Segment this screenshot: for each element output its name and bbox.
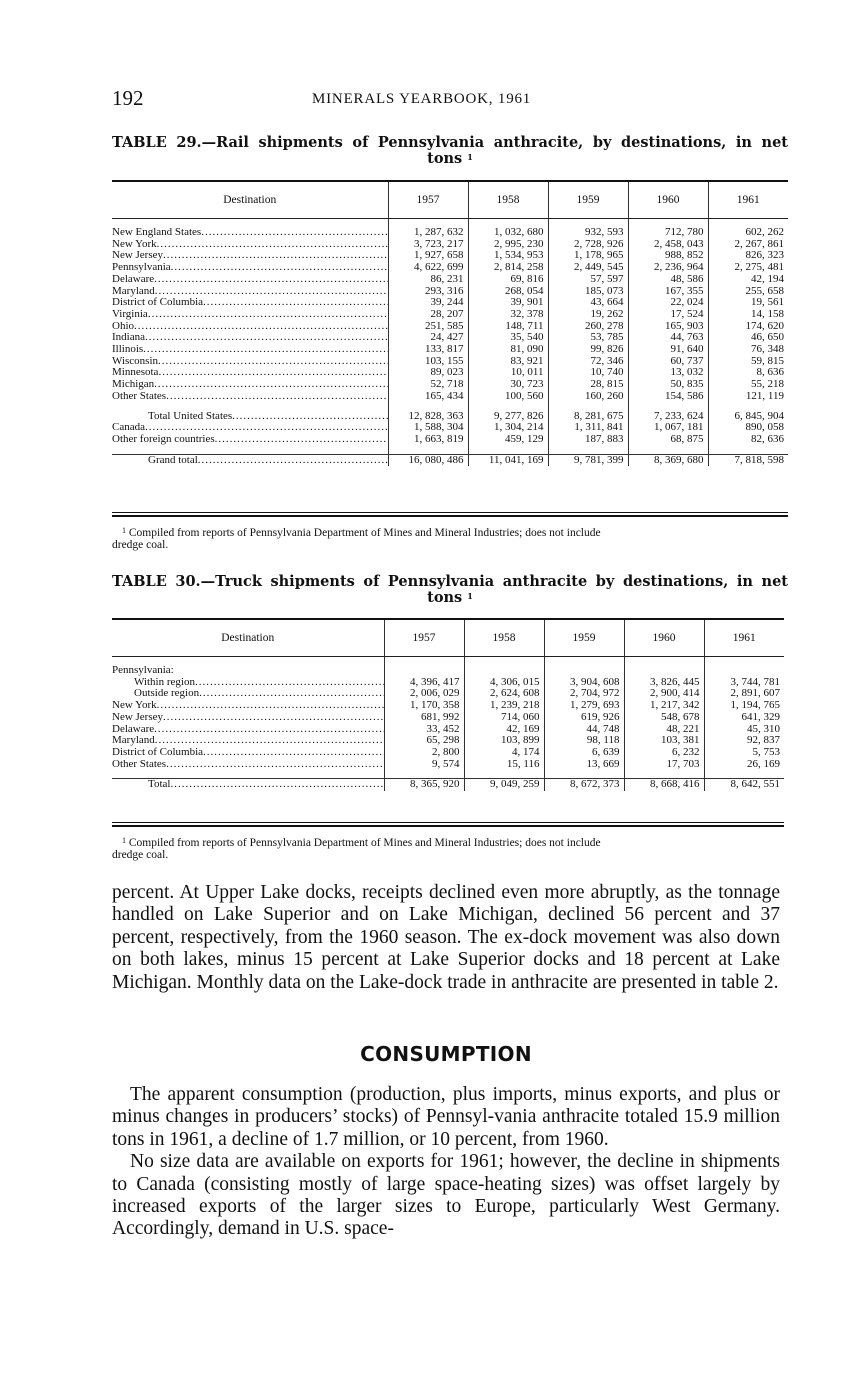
value-cell: 10, 740	[548, 367, 628, 379]
value-cell: 103, 381	[624, 735, 704, 747]
value-cell: 121, 119	[708, 391, 788, 403]
spacer-cell	[384, 657, 464, 666]
destination-cell	[112, 250, 388, 262]
value-cell: 3, 723, 217	[388, 239, 468, 251]
destination-label: Within region	[134, 676, 195, 688]
spacer-cell	[112, 403, 388, 411]
table30-bottom-rule-2	[112, 825, 784, 827]
value-cell: 2, 900, 414	[624, 688, 704, 700]
value-cell: 167, 355	[628, 286, 708, 298]
destination-cell	[112, 759, 384, 771]
column-header-year: 1959	[544, 620, 624, 657]
leader-dots	[134, 321, 388, 332]
value-cell: 16, 080, 486	[388, 454, 468, 466]
empty-cell	[704, 665, 784, 677]
leader-dots	[154, 724, 384, 735]
value-cell: 2, 995, 230	[468, 239, 548, 251]
value-cell: 48, 221	[624, 724, 704, 736]
destination-cell	[112, 411, 388, 423]
leader-dots	[157, 239, 388, 250]
value-cell: 48, 586	[628, 274, 708, 286]
table29-footnote: $^1$ Compiled from reports of Pennsylvania Department of Mines and Mineral Industries; does not include dredge coal.	[112, 526, 601, 551]
table-row	[112, 434, 788, 446]
destination-label: New Jersey	[112, 711, 164, 723]
value-cell: 17, 524	[628, 309, 708, 321]
column-header-year: 1958	[468, 182, 548, 219]
running-header	[112, 86, 788, 110]
body-paragraph-2: The apparent consumption (production, plus imports, minus exports, and plus or minus changes in producers’ stocks) of Pennsyl-vania anthracite totaled 15.9 million tons in 1961, a decline of 1.7 million, or 10 percent, from 1960.	[112, 1084, 780, 1150]
destination-cell	[112, 724, 384, 736]
destination-label: New York	[112, 238, 157, 250]
value-cell: 268, 054	[468, 286, 548, 298]
value-cell: 17, 703	[624, 759, 704, 771]
value-cell: 8, 281, 675	[548, 411, 628, 423]
spacer-cell	[628, 446, 708, 455]
value-cell: 32, 378	[468, 309, 548, 321]
value-cell: 45, 310	[704, 724, 784, 736]
value-cell: 103, 155	[388, 356, 468, 368]
value-cell: 1, 194, 765	[704, 700, 784, 712]
value-cell: 19, 262	[548, 309, 628, 321]
value-cell: 28, 815	[548, 379, 628, 391]
leader-dots	[163, 250, 388, 261]
value-cell: 255, 658	[708, 286, 788, 298]
value-cell: 160, 260	[548, 391, 628, 403]
value-cell: 82, 636	[708, 434, 788, 446]
leader-dots	[232, 411, 388, 422]
leader-dots	[201, 227, 388, 238]
destination-label: Outside region	[134, 688, 200, 700]
value-cell: 89, 023	[388, 367, 468, 379]
value-cell: 165, 434	[388, 391, 468, 403]
value-cell: 83, 921	[468, 356, 548, 368]
value-cell: 2, 800	[384, 747, 464, 759]
spacer-cell	[704, 657, 784, 666]
value-cell: 1, 663, 819	[388, 434, 468, 446]
value-cell: 1, 534, 953	[468, 250, 548, 262]
destination-cell	[112, 356, 388, 368]
value-cell: 251, 585	[388, 321, 468, 333]
value-cell: 42, 194	[708, 274, 788, 286]
value-cell: 1, 927, 658	[388, 250, 468, 262]
empty-cell	[464, 665, 544, 677]
value-cell: 68, 875	[628, 434, 708, 446]
value-cell: 2, 458, 043	[628, 239, 708, 251]
value-cell: 8, 672, 373	[544, 779, 624, 791]
value-cell: 1, 067, 181	[628, 422, 708, 434]
table-row	[112, 747, 784, 759]
value-cell: 641, 329	[704, 712, 784, 724]
spacer-cell	[112, 657, 384, 666]
table30	[112, 620, 784, 791]
leader-dots	[148, 309, 388, 320]
section-heading: CONSUMPTION	[360, 1042, 532, 1066]
destination-cell	[112, 332, 388, 344]
value-cell: 1, 304, 214	[468, 422, 548, 434]
destination-cell	[112, 274, 388, 286]
value-cell: 22, 024	[628, 297, 708, 309]
value-cell: 6, 845, 904	[708, 411, 788, 423]
value-cell: 28, 207	[388, 309, 468, 321]
value-cell: 619, 926	[544, 712, 624, 724]
value-cell: 5, 753	[704, 747, 784, 759]
value-cell: 4, 622, 699	[388, 262, 468, 274]
table-row	[112, 344, 788, 356]
group-label: Pennsylvania:	[112, 665, 174, 676]
empty-cell	[624, 665, 704, 677]
value-cell: 1, 032, 680	[468, 227, 548, 239]
table29	[112, 182, 788, 466]
leader-dots	[203, 747, 384, 758]
value-cell: 55, 218	[708, 379, 788, 391]
value-cell: 133, 817	[388, 344, 468, 356]
destination-label: Delaware	[112, 273, 155, 285]
value-cell: 602, 262	[708, 227, 788, 239]
destination-label: Total	[148, 778, 171, 791]
destination-label: New Jersey	[112, 250, 164, 262]
value-cell: 3, 904, 608	[544, 677, 624, 689]
value-cell: 2, 006, 029	[384, 688, 464, 700]
destination-cell	[112, 379, 388, 391]
destination-label: Maryland	[112, 735, 155, 747]
value-cell: 8, 636	[708, 367, 788, 379]
destination-cell	[112, 747, 384, 759]
leader-dots	[154, 274, 388, 285]
value-cell: 92, 837	[704, 735, 784, 747]
value-cell: 14, 158	[708, 309, 788, 321]
destination-cell	[112, 227, 388, 239]
spacer-cell	[112, 770, 384, 779]
leader-dots	[158, 356, 388, 367]
value-cell: 91, 640	[628, 344, 708, 356]
destination-label: Michigan	[112, 379, 155, 391]
value-cell: 39, 244	[388, 297, 468, 309]
destination-cell	[112, 239, 388, 251]
value-cell: 50, 835	[628, 379, 708, 391]
body-paragraph-1: percent. At Upper Lake docks, receipts declined even more abruptly, as the tonnage handled on Lake Superior and on Lake Michigan, declined 56 percent and 37 percent, respectively, from the 1960 season. The ex-dock movement was also down on both lakes, minus 15 percent at Lake Superior docks and 18 percent at Lake Michigan. Monthly data on the Lake-dock trade in anthracite are presented in table 2.	[112, 882, 780, 993]
destination-cell	[112, 434, 388, 446]
table-row	[112, 227, 788, 239]
column-header-year: 1961	[708, 182, 788, 219]
value-cell: 1, 217, 342	[624, 700, 704, 712]
value-cell: 30, 723	[468, 379, 548, 391]
column-header-destination: Destination	[112, 182, 388, 219]
value-cell: 932, 593	[548, 227, 628, 239]
destination-cell	[112, 309, 388, 321]
table-row	[112, 391, 788, 403]
column-header-year: 1958	[464, 620, 544, 657]
value-cell: 4, 174	[464, 747, 544, 759]
leader-dots	[155, 735, 384, 746]
value-cell: 13, 669	[544, 759, 624, 771]
table-row	[112, 274, 788, 286]
destination-cell	[112, 321, 388, 333]
value-cell: 2, 275, 481	[708, 262, 788, 274]
value-cell: 8, 642, 551	[704, 779, 784, 791]
leader-dots	[171, 262, 388, 273]
value-cell: 4, 396, 417	[384, 677, 464, 689]
table29-bottom-rule	[112, 512, 788, 513]
empty-cell	[544, 665, 624, 677]
value-cell: 9, 277, 826	[468, 411, 548, 423]
value-cell: 2, 236, 964	[628, 262, 708, 274]
value-cell: 4, 306, 015	[464, 677, 544, 689]
value-cell: 1, 279, 693	[544, 700, 624, 712]
spacer-row	[112, 446, 788, 455]
spacer-row	[112, 657, 784, 666]
destination-cell	[112, 688, 384, 700]
value-cell: 43, 664	[548, 297, 628, 309]
value-cell: 712, 780	[628, 227, 708, 239]
spacer-cell	[468, 446, 548, 455]
value-cell: 148, 711	[468, 321, 548, 333]
value-cell: 44, 748	[544, 724, 624, 736]
value-cell: 42, 169	[464, 724, 544, 736]
destination-label: Virginia	[112, 308, 148, 320]
leader-dots	[143, 344, 388, 355]
leader-dots	[195, 677, 384, 688]
destination-label: District of Columbia	[112, 297, 204, 309]
leader-dots	[199, 688, 384, 699]
destination-label: Ohio	[112, 320, 134, 332]
leader-dots	[145, 332, 388, 343]
value-cell: 8, 369, 680	[628, 454, 708, 466]
value-cell: 9, 574	[384, 759, 464, 771]
column-header-year: 1957	[384, 620, 464, 657]
value-cell: 2, 728, 926	[548, 239, 628, 251]
value-cell: 1, 170, 358	[384, 700, 464, 712]
destination-cell	[112, 700, 384, 712]
value-cell: 15, 116	[464, 759, 544, 771]
value-cell: 187, 883	[548, 434, 628, 446]
value-cell: 76, 348	[708, 344, 788, 356]
value-cell: 98, 118	[544, 735, 624, 747]
destination-cell	[112, 367, 388, 379]
value-cell: 1, 287, 632	[388, 227, 468, 239]
value-cell: 99, 826	[548, 344, 628, 356]
destination-label: Grand total	[148, 454, 198, 466]
value-cell: 890, 058	[708, 422, 788, 434]
value-cell: 1, 588, 304	[388, 422, 468, 434]
destination-label: New York	[112, 700, 157, 712]
value-cell: 100, 560	[468, 391, 548, 403]
value-cell: 69, 816	[468, 274, 548, 286]
leader-dots	[198, 454, 388, 466]
table-row	[112, 309, 788, 321]
column-header-year: 1961	[704, 620, 784, 657]
value-cell: 9, 781, 399	[548, 454, 628, 466]
value-cell: 11, 041, 169	[468, 454, 548, 466]
total-row	[112, 779, 784, 791]
value-cell: 2, 267, 861	[708, 239, 788, 251]
value-cell: 10, 011	[468, 367, 548, 379]
value-cell: 86, 231	[388, 274, 468, 286]
table29-caption: TABLE 29.—Rail shipments of Pennsylvania anthracite, by destinations, in net tons $^1$	[112, 134, 788, 167]
value-cell: 1, 311, 841	[548, 422, 628, 434]
spacer-cell	[544, 657, 624, 666]
destination-cell	[112, 286, 388, 298]
value-cell: 2, 704, 972	[544, 688, 624, 700]
value-cell: 26, 169	[704, 759, 784, 771]
table30-caption: TABLE 30.—Truck shipments of Pennsylvania anthracite by destinations, in net tons $^1$	[112, 573, 788, 606]
value-cell: 988, 852	[628, 250, 708, 262]
value-cell: 103, 899	[464, 735, 544, 747]
table30-footnote: $^1$ Compiled from reports of Pennsylvania Department of Mines and Mineral Industries; does not include dredge coal.	[112, 836, 601, 861]
value-cell: 826, 323	[708, 250, 788, 262]
destination-cell	[112, 454, 388, 466]
table30-bottom-rule	[112, 822, 784, 823]
running-title: MINERALS YEARBOOK, 1961	[312, 91, 532, 107]
value-cell: 72, 346	[548, 356, 628, 368]
spacer-cell	[112, 219, 388, 228]
destination-cell	[112, 262, 388, 274]
value-cell: 459, 129	[468, 434, 548, 446]
leader-dots	[145, 422, 388, 433]
value-cell: 7, 233, 624	[628, 411, 708, 423]
value-cell: 165, 903	[628, 321, 708, 333]
value-cell: 6, 639	[544, 747, 624, 759]
value-cell: 2, 891, 607	[704, 688, 784, 700]
value-cell: 293, 316	[388, 286, 468, 298]
destination-cell	[112, 297, 388, 309]
value-cell: 8, 668, 416	[624, 779, 704, 791]
destination-label: Maryland	[112, 285, 155, 297]
destination-cell	[112, 677, 384, 689]
destination-label: Wisconsin	[112, 355, 158, 367]
value-cell: 81, 090	[468, 344, 548, 356]
value-cell: 1, 239, 218	[464, 700, 544, 712]
leader-dots	[215, 434, 388, 445]
value-cell: 2, 624, 608	[464, 688, 544, 700]
value-cell: 6, 232	[624, 747, 704, 759]
destination-label: Illinois	[112, 344, 144, 356]
destination-cell	[112, 712, 384, 724]
spacer-cell	[464, 657, 544, 666]
value-cell: 174, 620	[708, 321, 788, 333]
value-cell: 53, 785	[548, 332, 628, 344]
value-cell: 35, 540	[468, 332, 548, 344]
value-cell: 59, 815	[708, 356, 788, 368]
value-cell: 7, 818, 598	[708, 454, 788, 466]
destination-cell	[112, 735, 384, 747]
destination-label: Pennsylvania	[112, 262, 171, 274]
destination-cell	[112, 422, 388, 434]
leader-dots	[163, 712, 384, 723]
value-cell: 548, 678	[624, 712, 704, 724]
destination-cell	[112, 344, 388, 356]
leader-dots	[170, 779, 384, 791]
destination-label: Other States	[112, 758, 167, 770]
page-number: 192	[112, 86, 144, 110]
table29-bottom-rule-2	[112, 515, 788, 517]
empty-cell	[384, 665, 464, 677]
column-header-year: 1959	[548, 182, 628, 219]
value-cell: 24, 427	[388, 332, 468, 344]
value-cell: 260, 278	[548, 321, 628, 333]
destination-cell	[112, 779, 384, 791]
destination-label: Other States	[112, 390, 167, 402]
leader-dots	[203, 297, 388, 308]
group-label-row	[112, 665, 784, 677]
column-header-year: 1957	[388, 182, 468, 219]
value-cell: 714, 060	[464, 712, 544, 724]
value-cell: 65, 298	[384, 735, 464, 747]
destination-label: Other foreign countries	[112, 433, 215, 445]
destination-label: District of Columbia	[112, 746, 204, 758]
value-cell: 57, 597	[548, 274, 628, 286]
spacer-cell	[624, 657, 704, 666]
value-cell: 60, 737	[628, 356, 708, 368]
value-cell: 9, 049, 259	[464, 779, 544, 791]
leader-dots	[166, 759, 384, 770]
destination-label: Indiana	[112, 332, 145, 344]
value-cell: 19, 561	[708, 297, 788, 309]
value-cell: 12, 828, 363	[388, 411, 468, 423]
spacer-cell	[388, 446, 468, 455]
destination-label: Total United States	[148, 410, 233, 422]
value-cell: 681, 992	[384, 712, 464, 724]
value-cell: 1, 178, 965	[548, 250, 628, 262]
value-cell: 185, 073	[548, 286, 628, 298]
value-cell: 46, 650	[708, 332, 788, 344]
column-header-destination: Destination	[112, 620, 384, 657]
spacer-cell	[548, 446, 628, 455]
column-header-year: 1960	[624, 620, 704, 657]
destination-label: Minnesota	[112, 367, 159, 379]
body-paragraphs-consumption	[112, 1084, 780, 1241]
leader-dots	[155, 286, 388, 297]
destination-cell	[112, 391, 388, 403]
value-cell: 2, 449, 545	[548, 262, 628, 274]
destination-label: Delaware	[112, 723, 155, 735]
table-row	[112, 712, 784, 724]
value-cell: 39, 901	[468, 297, 548, 309]
destination-label: New England States	[112, 227, 202, 238]
leader-dots	[157, 700, 384, 711]
grand-total-row	[112, 454, 788, 466]
value-cell: 154, 586	[628, 391, 708, 403]
table-row	[112, 759, 784, 771]
destination-label: Canada	[112, 422, 145, 434]
leader-dots	[158, 367, 388, 378]
value-cell: 33, 452	[384, 724, 464, 736]
value-cell: 3, 826, 445	[624, 677, 704, 689]
value-cell: 13, 032	[628, 367, 708, 379]
spacer-cell	[708, 446, 788, 455]
body-paragraph-3: No size data are available on exports for 1961; however, the decline in shipments to Canada (consisting mostly of large space-heating sizes) was offset largely by increased exports of the larger sizes to Europe, particularly West Germany. Accordingly, demand in U.S. space-	[112, 1151, 780, 1240]
value-cell: 3, 744, 781	[704, 677, 784, 689]
spacer-cell	[112, 446, 388, 455]
leader-dots	[154, 379, 388, 390]
column-header-year: 1960	[628, 182, 708, 219]
value-cell: 2, 814, 258	[468, 262, 548, 274]
value-cell: 44, 763	[628, 332, 708, 344]
leader-dots	[166, 391, 388, 402]
value-cell: 52, 718	[388, 379, 468, 391]
value-cell: 8, 365, 920	[384, 779, 464, 791]
